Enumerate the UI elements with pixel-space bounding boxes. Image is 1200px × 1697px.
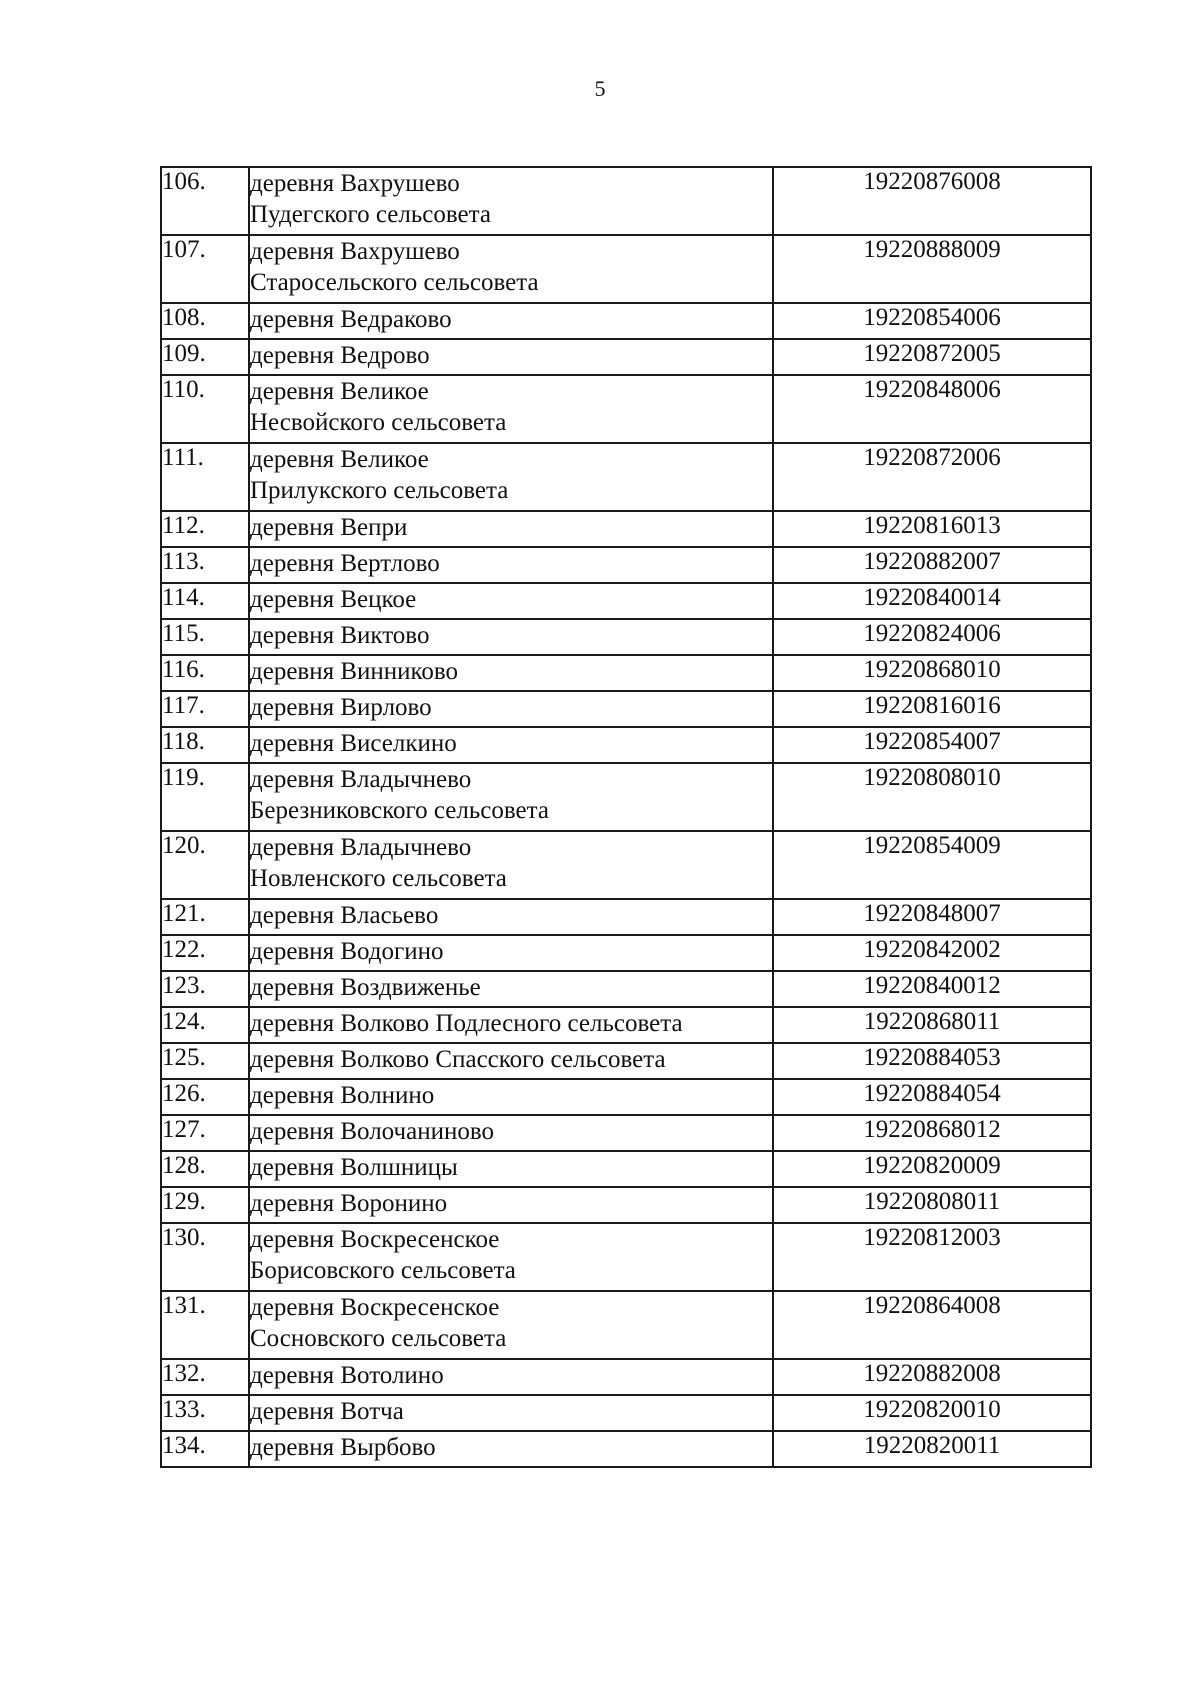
row-number: 127.	[161, 1115, 249, 1151]
settlement-name-line: деревня Виселкино	[250, 730, 457, 757]
settlement-name-line: деревня Ведрово	[250, 342, 430, 369]
row-number: 106.	[161, 167, 249, 235]
settlement-name-cell	[249, 1007, 773, 1043]
settlement-name-line: Пудегского сельсовета	[250, 201, 491, 228]
oktmo-code: 19220888009	[773, 235, 1091, 303]
row-number: 120.	[161, 831, 249, 899]
table-row	[161, 727, 1091, 763]
table-row	[161, 1431, 1091, 1467]
row-number: 130.	[161, 1223, 249, 1291]
row-number: 124.	[161, 1007, 249, 1043]
settlement-name-line: деревня Вертлово	[250, 550, 440, 577]
row-number: 126.	[161, 1079, 249, 1115]
table-row	[161, 1115, 1091, 1151]
row-number: 122.	[161, 935, 249, 971]
settlement-name-cell	[249, 899, 773, 935]
settlement-name-line: деревня Воскресенское	[250, 1226, 500, 1253]
oktmo-code: 19220820009	[773, 1151, 1091, 1187]
table-row	[161, 1395, 1091, 1431]
settlement-name-cell	[249, 655, 773, 691]
settlement-name-line: деревня Вахрушево	[250, 170, 460, 197]
oktmo-code: 19220808010	[773, 763, 1091, 831]
settlement-name-cell	[249, 831, 773, 899]
settlement-name-line: Борисовского сельсовета	[250, 1257, 516, 1284]
oktmo-code: 19220854009	[773, 831, 1091, 899]
settlement-name-line: деревня Волочаниново	[250, 1118, 494, 1145]
settlement-name-line: деревня Владычнево	[250, 766, 472, 793]
settlement-name-line: деревня Волково Подлесного сельсовета	[250, 1010, 683, 1037]
page-number: 5	[594, 76, 606, 101]
settlements-table	[160, 166, 1092, 1468]
settlement-name-line: деревня Воскресенское	[250, 1294, 500, 1321]
settlement-name-line: Несвойского сельсовета	[250, 409, 507, 436]
row-number: 134.	[161, 1431, 249, 1467]
settlement-name-cell	[249, 443, 773, 511]
settlement-name-cell	[249, 935, 773, 971]
oktmo-code: 19220840012	[773, 971, 1091, 1007]
table-row	[161, 1043, 1091, 1079]
row-number: 110.	[161, 375, 249, 443]
row-number: 119.	[161, 763, 249, 831]
settlement-name-cell	[249, 1043, 773, 1079]
oktmo-code: 19220868011	[773, 1007, 1091, 1043]
settlement-name-cell	[249, 691, 773, 727]
oktmo-code: 19220876008	[773, 167, 1091, 235]
settlement-name-cell	[249, 583, 773, 619]
settlement-name-cell	[249, 303, 773, 339]
oktmo-code: 19220816016	[773, 691, 1091, 727]
row-number: 112.	[161, 511, 249, 547]
settlement-name-cell	[249, 1359, 773, 1395]
row-number: 113.	[161, 547, 249, 583]
oktmo-code: 19220882008	[773, 1359, 1091, 1395]
oktmo-code: 19220854007	[773, 727, 1091, 763]
settlement-name-line: деревня Вырбово	[250, 1434, 436, 1461]
row-number: 121.	[161, 899, 249, 935]
oktmo-code: 19220842002	[773, 935, 1091, 971]
table-row	[161, 1151, 1091, 1187]
row-number: 129.	[161, 1187, 249, 1223]
table-row	[161, 167, 1091, 235]
oktmo-code: 19220882007	[773, 547, 1091, 583]
row-number: 107.	[161, 235, 249, 303]
settlement-name-cell	[249, 339, 773, 375]
row-number: 123.	[161, 971, 249, 1007]
settlement-name-line: деревня Вотча	[250, 1398, 404, 1425]
table-row	[161, 511, 1091, 547]
settlement-name-cell	[249, 375, 773, 443]
table-row	[161, 375, 1091, 443]
table-row	[161, 1187, 1091, 1223]
settlement-name-line: деревня Вепри	[250, 514, 408, 541]
settlement-name-line: Сосновского сельсовета	[250, 1325, 507, 1352]
settlement-name-line: деревня Винниково	[250, 658, 459, 685]
oktmo-code: 19220854006	[773, 303, 1091, 339]
settlement-name-line: деревня Волково Спасского сельсовета	[250, 1046, 666, 1073]
table-row	[161, 1223, 1091, 1291]
table-row	[161, 935, 1091, 971]
settlement-name-cell	[249, 1395, 773, 1431]
table-row	[161, 971, 1091, 1007]
settlement-name-line: деревня Водогино	[250, 938, 444, 965]
settlement-name-cell	[249, 1291, 773, 1359]
settlement-name-line: деревня Воздвиженье	[250, 974, 481, 1001]
settlement-name-cell	[249, 1431, 773, 1467]
row-number: 109.	[161, 339, 249, 375]
table-row	[161, 899, 1091, 935]
row-number: 114.	[161, 583, 249, 619]
row-number: 115.	[161, 619, 249, 655]
settlement-name-cell	[249, 1223, 773, 1291]
settlement-name-line: деревня Владычнево	[250, 834, 472, 861]
table-row	[161, 619, 1091, 655]
oktmo-code: 19220816013	[773, 511, 1091, 547]
table-row	[161, 1007, 1091, 1043]
table-row	[161, 339, 1091, 375]
settlement-name-cell	[249, 763, 773, 831]
settlement-name-cell	[249, 547, 773, 583]
settlement-name-cell	[249, 971, 773, 1007]
settlement-name-line: деревня Ведраково	[250, 306, 452, 333]
table-row	[161, 1291, 1091, 1359]
settlement-name-line: деревня Великое	[250, 446, 429, 473]
settlement-name-line: Прилукского сельсовета	[250, 477, 509, 504]
oktmo-code: 19220820010	[773, 1395, 1091, 1431]
table-row	[161, 831, 1091, 899]
row-number: 117.	[161, 691, 249, 727]
settlement-name-line: деревня Вахрушево	[250, 238, 460, 265]
settlement-name-cell	[249, 1115, 773, 1151]
row-number: 133.	[161, 1395, 249, 1431]
row-number: 131.	[161, 1291, 249, 1359]
table-row	[161, 583, 1091, 619]
table-row	[161, 303, 1091, 339]
table-row	[161, 691, 1091, 727]
settlement-name-cell	[249, 1151, 773, 1187]
row-number: 111.	[161, 443, 249, 511]
table-row	[161, 655, 1091, 691]
row-number: 108.	[161, 303, 249, 339]
row-number: 116.	[161, 655, 249, 691]
settlement-name-cell	[249, 1187, 773, 1223]
settlement-name-line: Новленского сельсовета	[250, 865, 507, 892]
row-number: 118.	[161, 727, 249, 763]
row-number: 125.	[161, 1043, 249, 1079]
oktmo-code: 19220872006	[773, 443, 1091, 511]
settlement-name-line: деревня Виктово	[250, 622, 430, 649]
settlement-name-line: деревня Волшницы	[250, 1154, 458, 1181]
settlement-name-line: деревня Вецкое	[250, 586, 417, 613]
settlement-name-line: деревня Волнино	[250, 1082, 435, 1109]
table-row	[161, 443, 1091, 511]
oktmo-code: 19220812003	[773, 1223, 1091, 1291]
settlement-name-line: деревня Вирлово	[250, 694, 432, 721]
oktmo-code: 19220848006	[773, 375, 1091, 443]
oktmo-code: 19220848007	[773, 899, 1091, 935]
settlement-name-line: деревня Вотолино	[250, 1362, 444, 1389]
settlement-name-cell	[249, 235, 773, 303]
oktmo-code: 19220840014	[773, 583, 1091, 619]
oktmo-code: 19220872005	[773, 339, 1091, 375]
settlement-name-line: Березниковского сельсовета	[250, 797, 549, 824]
table-row	[161, 1079, 1091, 1115]
oktmo-code: 19220824006	[773, 619, 1091, 655]
oktmo-code: 19220868010	[773, 655, 1091, 691]
settlement-name-cell	[249, 727, 773, 763]
settlement-name-cell	[249, 511, 773, 547]
oktmo-code: 19220808011	[773, 1187, 1091, 1223]
table-row	[161, 1359, 1091, 1395]
oktmo-code: 19220884053	[773, 1043, 1091, 1079]
settlement-name-line: деревня Воронино	[250, 1190, 448, 1217]
oktmo-code: 19220820011	[773, 1431, 1091, 1467]
row-number: 132.	[161, 1359, 249, 1395]
settlement-name-line: Старосельского сельсовета	[250, 269, 539, 296]
settlement-name-line: деревня Власьево	[250, 902, 439, 929]
row-number: 128.	[161, 1151, 249, 1187]
oktmo-code: 19220868012	[773, 1115, 1091, 1151]
oktmo-code: 19220884054	[773, 1079, 1091, 1115]
settlement-name-cell	[249, 167, 773, 235]
oktmo-code: 19220864008	[773, 1291, 1091, 1359]
table-row	[161, 235, 1091, 303]
settlement-name-line: деревня Великое	[250, 378, 429, 405]
settlement-name-cell	[249, 619, 773, 655]
settlement-name-cell	[249, 1079, 773, 1115]
table-row	[161, 547, 1091, 583]
table-row	[161, 763, 1091, 831]
settlements-table-body	[161, 167, 1091, 1467]
